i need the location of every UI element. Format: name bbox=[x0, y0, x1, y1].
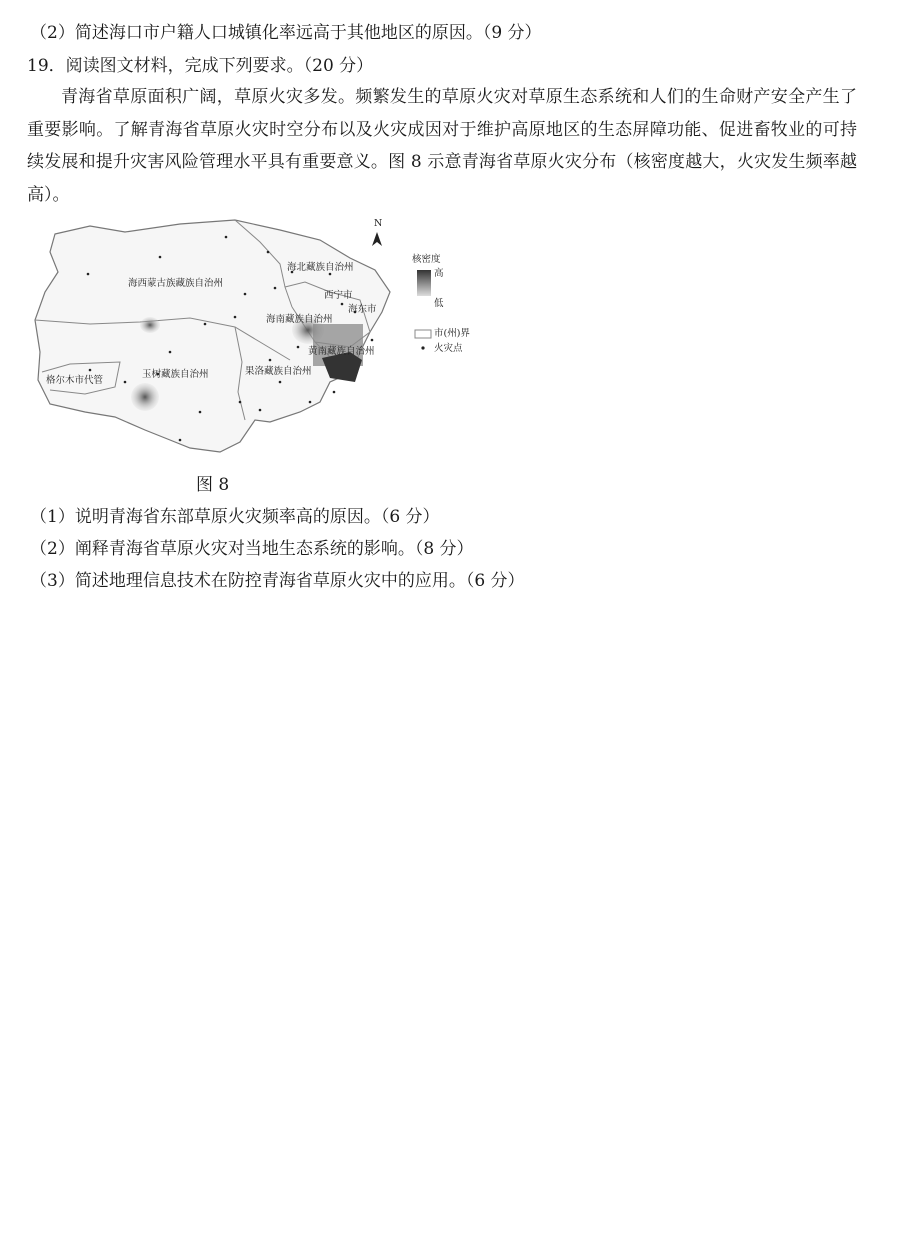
figure-8-map bbox=[30, 212, 490, 464]
figure-caption: 图 8 bbox=[196, 475, 230, 495]
legend-fire-point-dot bbox=[421, 346, 424, 349]
region-label-haibei: 海北藏族自治州 bbox=[287, 262, 354, 273]
subquestion-2: （2）阐释青海省草原火灾对当地生态系统的影响。（8 分） bbox=[30, 539, 474, 559]
previous-question: （2）简述海口市户籍人口城镇化率远高于其他地区的原因。（9 分） bbox=[30, 23, 542, 43]
region-label-huangnan: 黄南藏族自治州 bbox=[308, 346, 375, 357]
region-label-xining: 西宁市 bbox=[324, 290, 353, 301]
subquestion-1: （1）说明青海省东部草原火灾频率高的原因。（6 分） bbox=[30, 507, 440, 527]
qinghai-fire-map-graphic bbox=[30, 212, 490, 464]
density-blob-yushu bbox=[131, 383, 159, 411]
region-label-yushu: 玉树藏族自治州 bbox=[142, 369, 209, 380]
region-label-guoluo: 果洛藏族自治州 bbox=[245, 366, 312, 377]
legend-fire-point-label: 火灾点 bbox=[434, 343, 463, 354]
legend-boundary-label: 市(州)界 bbox=[434, 328, 470, 339]
region-label-hainan: 海南藏族自治州 bbox=[266, 314, 333, 325]
region-label-haidong: 海东市 bbox=[348, 304, 377, 315]
subquestion-3: （3）简述地理信息技术在防控青海省草原火灾中的应用。（6 分） bbox=[30, 571, 525, 591]
question-19-heading: 19．阅读图文材料，完成下列要求。（20 分） bbox=[27, 56, 374, 76]
legend-low-label: 低 bbox=[434, 298, 444, 309]
density-blob-haixi bbox=[140, 317, 160, 333]
region-label-haixi: 海西蒙古族藏族自治州 bbox=[128, 278, 224, 289]
north-arrow-icon bbox=[372, 232, 382, 246]
north-label: N bbox=[374, 218, 383, 229]
legend-high-label: 高 bbox=[434, 268, 444, 279]
legend-density-ramp bbox=[417, 270, 431, 296]
region-label-golmud: 格尔木市代管 bbox=[46, 375, 104, 386]
question-19-material: 青海省草原面积广阔，草原火灾多发。频繁发生的草原火灾对草原生态系统和人们的生命财产安全产生了重要影响。了解青海省草原火灾时空分布以及火灾成因对于维护高原地区的生态屏障功能、促进畜牧业的可持续发展和提升灾害风险管理水平具有重要意义。图 8 示意青海省草原火灾分布（核密度越大，火灾发生频率越高）。 bbox=[27, 87, 857, 205]
legend-boundary-swatch bbox=[415, 330, 431, 338]
legend-title: 核密度 bbox=[412, 254, 441, 265]
